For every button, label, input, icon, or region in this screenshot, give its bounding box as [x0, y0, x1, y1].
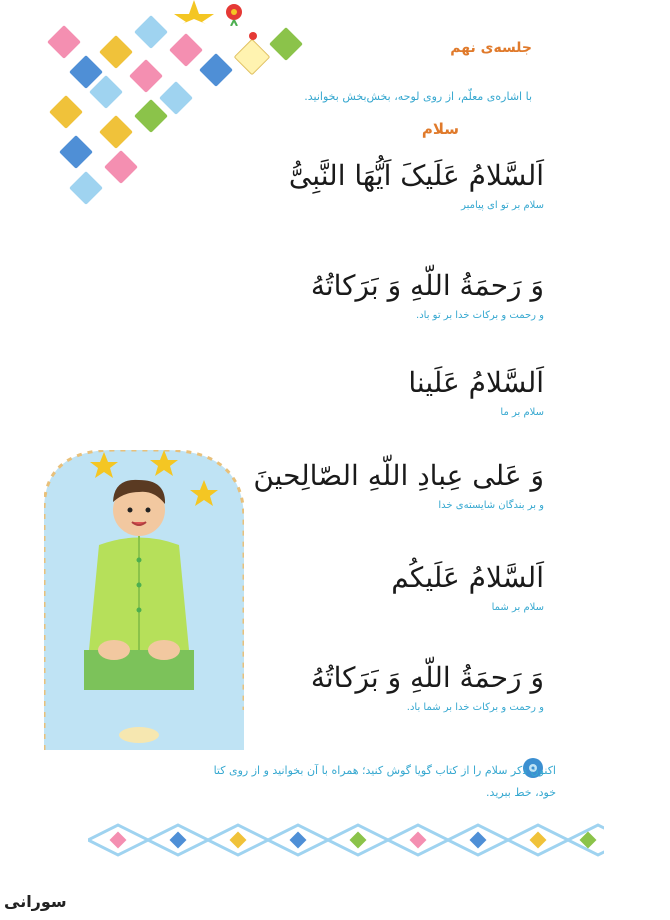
- verse-arabic: اَلسَّلامُ عَلَیکُم: [391, 561, 544, 594]
- star-icon: [174, 0, 214, 24]
- verse-translation: سلام بر تو ای پیامبر: [461, 200, 544, 211]
- section-title: سلام: [421, 120, 459, 138]
- footer-instruction: [56, 760, 556, 804]
- page-left-strip: [0, 0, 44, 920]
- verse-4: [253, 458, 544, 511]
- verse-translation: سلام بر ما: [500, 407, 544, 418]
- verse-translation: و بر بندگان شایسته‌ی خدا: [438, 500, 544, 511]
- verse-arabic: وَ عَلی عِبادِ اللّهِ الصّالِحینَ: [253, 459, 544, 492]
- verse-arabic: وَ رَحمَةُ اللّهِ وَ بَرَکاتُهُ: [310, 269, 544, 302]
- watermark: سورانی: [4, 892, 67, 911]
- footer-line-2: خود، خط ببرید.: [486, 786, 556, 799]
- verse-arabic: اَلسَّلامُ عَلَیکَ اَیُّهَا النَّبِیُّ: [288, 159, 544, 192]
- session-title: جلسه‌ی نهم: [450, 40, 532, 56]
- flower-icon: [219, 0, 249, 26]
- verse-2: [311, 268, 544, 321]
- instruction-text: با اشاره‌ی معلّم، از روی لوحه، بخش‌بخش بخوانید.: [304, 90, 532, 103]
- verse-arabic: وَ رَحمَةُ اللّهِ وَ بَرَکاتُهُ: [310, 661, 544, 694]
- footer-line-1: اکنون ذکر سلام را از کتاب گویا گوش کنید؛ همراه با آن بخوانید و از روی کتا: [213, 764, 556, 777]
- verse-5: [391, 560, 544, 613]
- verse-translation: و رحمت و برکات خدا بر تو باد.: [416, 310, 544, 321]
- decorative-tile-border: [88, 815, 604, 865]
- verse-arabic: اَلسَّلامُ عَلَینا: [408, 366, 544, 399]
- verse-6: [311, 660, 544, 713]
- book-page: [44, 0, 604, 880]
- verse-translation: سلام بر شما: [491, 602, 544, 613]
- verse-3: [408, 365, 544, 418]
- verse-translation: و رحمت و برکات خدا بر شما باد.: [406, 702, 544, 713]
- boy-praying-illustration: [44, 450, 244, 750]
- verse-1: [289, 158, 544, 211]
